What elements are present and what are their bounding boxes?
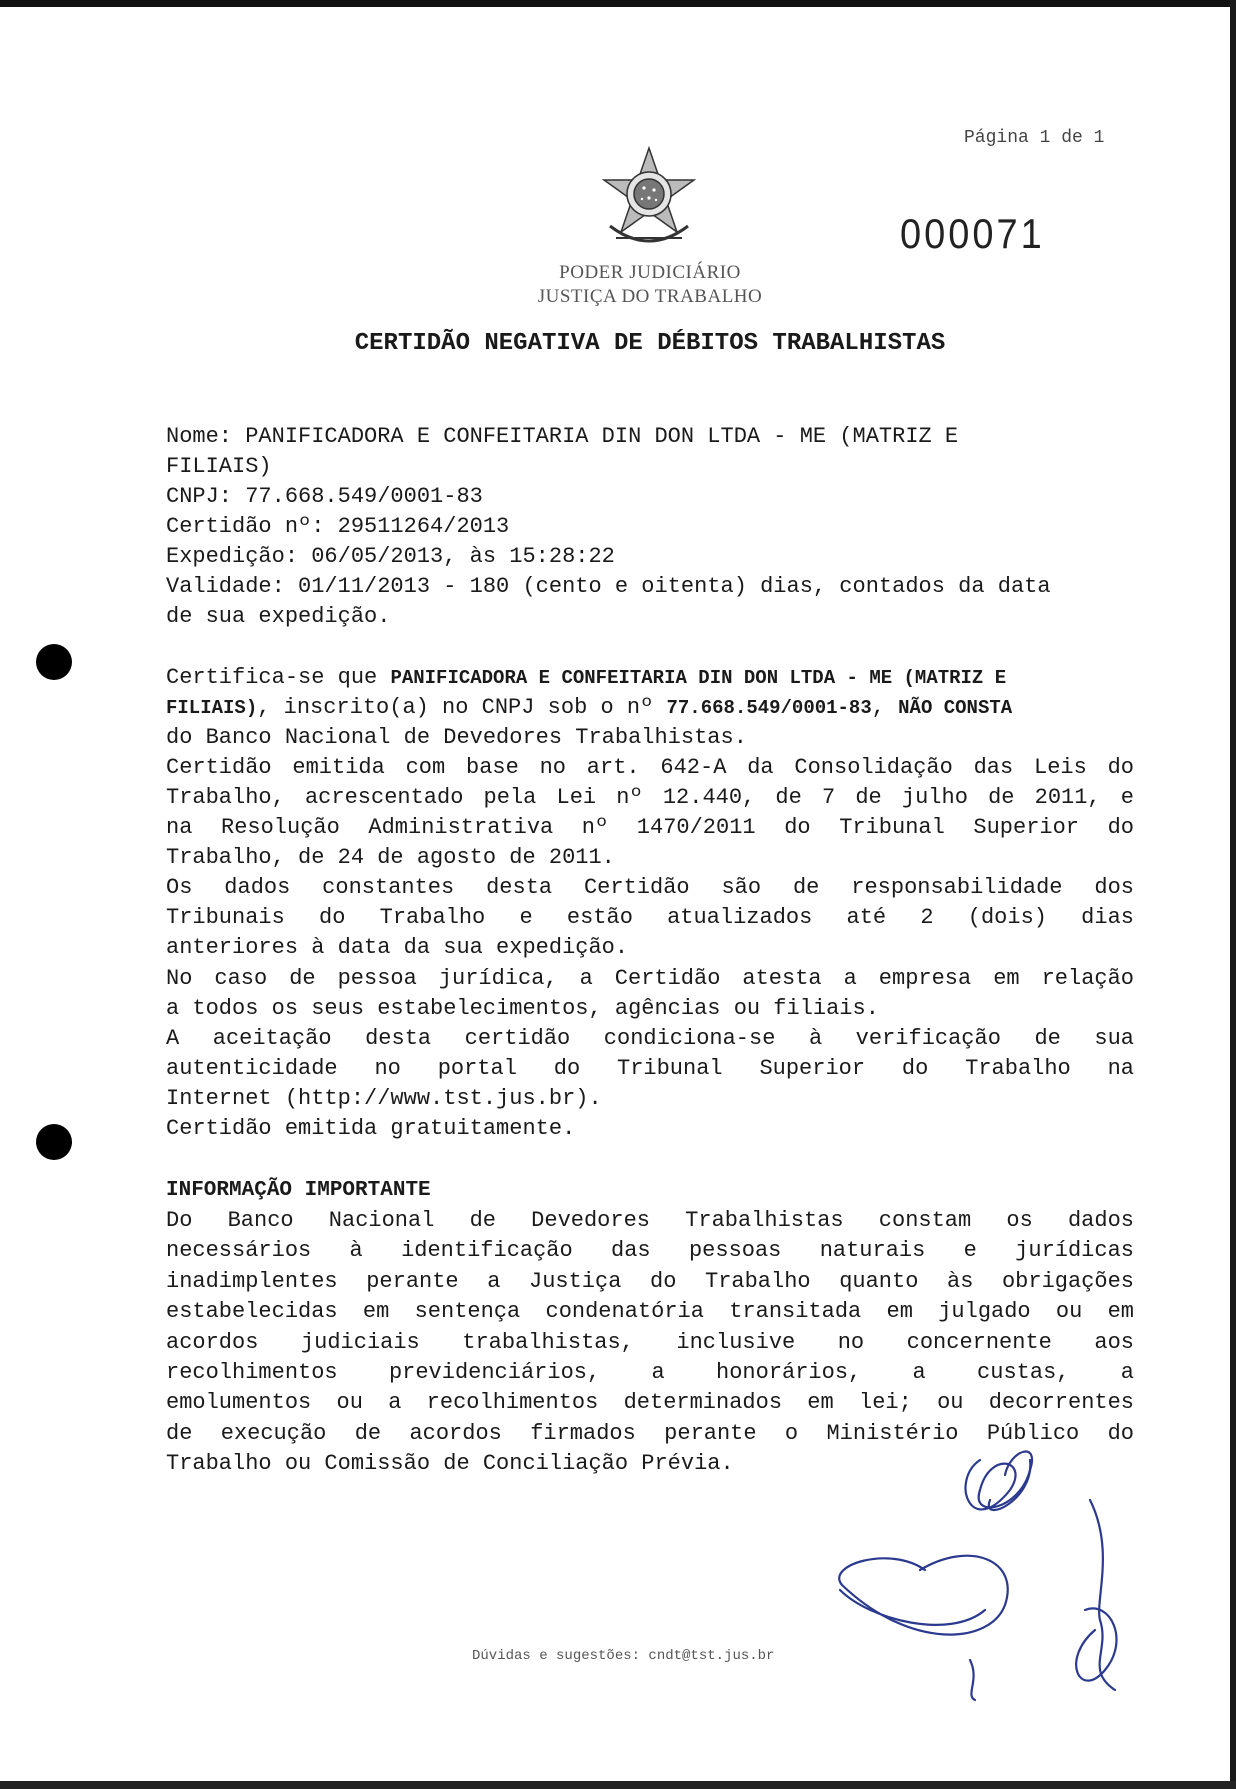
important-line-3: inadimplentes perante a Justiça do Trabalho quanto às obrigações [166,1269,1134,1294]
info-validade-line1: Validade: 01/11/2013 - 180 (cento e oitenta) dias, contados da data [166,574,1051,599]
handwritten-signature [830,1430,1150,1710]
important-line-4: estabelecidas em sentença condenatória transitada em julgado ou em [166,1299,1134,1324]
body-line-15: Internet (http://www.tst.jus.br). [166,1086,602,1111]
scan-border-right [1230,0,1236,1789]
protocol-number: 000071 [900,211,1045,259]
punch-hole [36,644,72,680]
body-line-2 [166,693,1134,723]
body-line-14: autenticidade no portal do Tribunal Superior do Trabalho na [166,1056,1134,1081]
company-name-bold: FILIAIS) [166,697,258,719]
punch-hole [36,1124,72,1160]
info-cnpj: CNPJ: 77.668.549/0001-83 [166,484,483,509]
body-line-12: a todos os seus estabelecimentos, agências ou filiais. [166,996,879,1021]
cnpj-bold: 77.668.549/0001-83 [666,697,872,719]
body-line-6: na Resolução Administrativa nº 1470/2011 do Tribunal Superior do [166,815,1134,840]
body-line-9: Tribunais do Trabalho e estão atualizados até 2 (dois) dias [166,905,1134,930]
important-title: INFORMAÇÃO IMPORTANTE [166,1179,431,1202]
header-poder-judiciario: PODER JUDICIÁRIO [559,262,741,283]
body-line-4: Certidão emitida com base no art. 642-A da Consolidação das Leis do [166,755,1134,780]
body-line-1 [166,663,1134,693]
important-line-9: Trabalho ou Comissão de Conciliação Prévia. [166,1451,734,1476]
document-title: CERTIDÃO NEGATIVA DE DÉBITOS TRABALHISTAS [354,330,946,357]
info-validade-line2: de sua expedição. [166,604,391,629]
company-name-bold: PANIFICADORA E CONFEITARIA DIN DON LTDA - ME (MATRIZ E [390,667,1007,689]
important-line-1: Do Banco Nacional de Devedores Trabalhistas constam os dados [166,1208,1134,1233]
coat-of-arms-icon [596,144,702,256]
body-text: , inscrito(a) no CNPJ sob o nº [257,695,667,720]
info-nome-line1: Nome: PANIFICADORA E CONFEITARIA DIN DON LTDA - ME (MATRIZ E [166,424,959,449]
body-text: Certifica-se que [166,665,391,690]
scan-border-top [0,0,1236,7]
info-certidao: Certidão nº: 29511264/2013 [166,514,510,539]
body-text: , [871,695,899,720]
important-line-7: emolumentos ou a recolhimentos determinados em lei; ou decorrentes [166,1390,1134,1415]
body-line-7: Trabalho, de 24 de agosto de 2011. [166,845,615,870]
body-line-5: Trabalho, acrescentado pela Lei nº 12.440, de 7 de julho de 2011, e [166,785,1134,810]
footer-contact: Dúvidas e sugestões: cndt@tst.jus.br [472,1648,775,1664]
scan-border-bottom [0,1781,1236,1789]
page-number: Página 1 de 1 [964,128,1105,148]
body-line-11: No caso de pessoa jurídica, a Certidão atesta a empresa em relação [166,966,1134,991]
body-line-16: Certidão emitida gratuitamente. [166,1116,576,1141]
info-nome-line2: FILIAIS) [166,454,272,479]
body-line-8: Os dados constantes desta Certidão são de responsabilidade dos [166,875,1134,900]
important-line-8: de execução de acordos firmados perante o Ministério Público do [166,1421,1134,1446]
header-justica-trabalho: JUSTIÇA DO TRABALHO [537,286,763,307]
body-line-10: anteriores à data da sua expedição. [166,935,629,960]
body-line-3: do Banco Nacional de Devedores Trabalhistas. [166,725,747,750]
important-line-5: acordos judiciais trabalhistas, inclusive no concernente aos [166,1330,1134,1355]
important-line-2: necessários à identificação das pessoas naturais e jurídicas [166,1238,1134,1263]
nao-consta-bold: NÃO CONSTA [898,697,1013,719]
body-line-13: A aceitação desta certidão condiciona-se à verificação de sua [166,1026,1134,1051]
important-line-6: recolhimentos previdenciários, a honorários, a custas, a [166,1360,1134,1385]
info-expedicao: Expedição: 06/05/2013, às 15:28:22 [166,544,615,569]
